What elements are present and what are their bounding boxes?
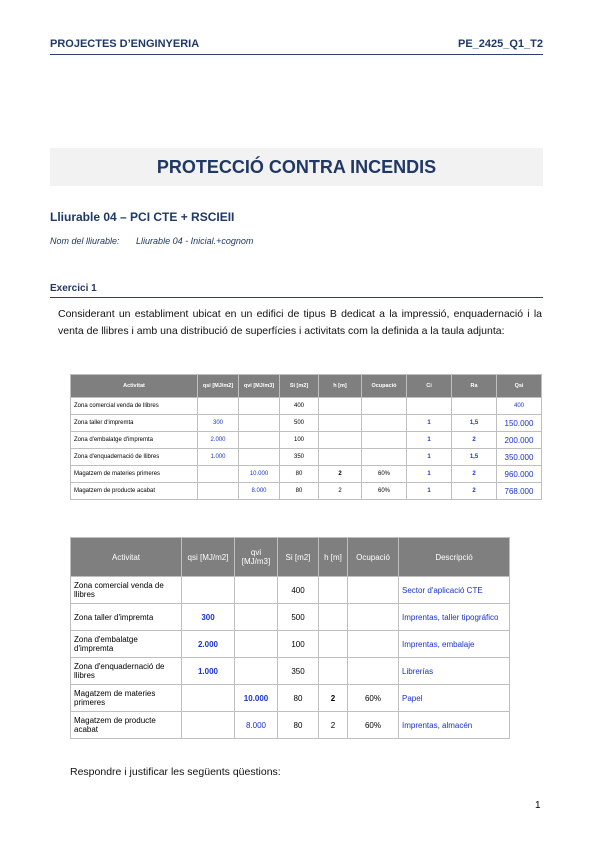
t1-cell: 1.000	[198, 449, 239, 466]
t1-header: Ocupació	[362, 375, 407, 398]
t1-cell: Magatzem de materies primeres	[71, 466, 198, 483]
table-row	[71, 483, 542, 500]
t2-cell	[235, 577, 278, 604]
t1-header: Ra	[452, 375, 497, 398]
deliverable-name-value: Lliurable 04 - Inicial.+cognom	[136, 236, 254, 246]
t1-cell: 2	[452, 483, 497, 500]
t1-cell: 1,5	[452, 449, 497, 466]
t1-cell: 60%	[362, 483, 407, 500]
t1-cell: 1,5	[452, 415, 497, 432]
t1-cell: 960.000	[497, 466, 542, 483]
t1-cell: 2	[452, 432, 497, 449]
table-row	[71, 432, 542, 449]
t1-header: Qsi	[497, 375, 542, 398]
t2-cell: Zona taller d'impremta	[71, 604, 182, 631]
t1-cell: 2	[452, 466, 497, 483]
t2-header: h [m]	[319, 538, 348, 577]
t1-cell	[319, 432, 362, 449]
t2-cell: Sector d'aplicació CTE	[399, 577, 510, 604]
t2-cell	[235, 631, 278, 658]
t2-header: Si [m2]	[278, 538, 319, 577]
t1-cell: 1	[407, 483, 452, 500]
t2-header: Descripció	[399, 538, 510, 577]
t2-cell: Zona comercial venda de llibres	[71, 577, 182, 604]
t2-cell: 400	[278, 577, 319, 604]
t1-cell: 2.000	[198, 432, 239, 449]
t2-cell	[182, 685, 235, 712]
t2-cell: 350	[278, 658, 319, 685]
questions-intro: Respondre i justificar les següents qüestions:	[70, 766, 281, 778]
t2-cell: 2	[319, 712, 348, 739]
table-row	[71, 685, 510, 712]
t1-cell	[198, 466, 239, 483]
t2-cell	[235, 604, 278, 631]
t1-cell	[319, 415, 362, 432]
t2-cell: 1.000	[182, 658, 235, 685]
t1-cell	[239, 432, 280, 449]
t2-cell	[235, 658, 278, 685]
deliverable-subtitle: Lliurable 04 – PCI CTE + RSCIEII	[50, 210, 235, 224]
header-course: PROJECTES D’ENGINYERIA	[50, 38, 200, 50]
t2-header: qsi [MJ/m2]	[182, 538, 235, 577]
t1-cell: 1	[407, 415, 452, 432]
t1-cell	[239, 415, 280, 432]
table-row	[71, 631, 510, 658]
t2-cell: Zona d'enquadernació de llibres	[71, 658, 182, 685]
deliverable-name-label: Nom del lliurable:	[50, 236, 120, 246]
table-row	[71, 449, 542, 466]
activities-table-small	[70, 374, 542, 500]
t1-cell: 100	[280, 432, 319, 449]
t1-cell	[198, 398, 239, 415]
t1-cell	[239, 449, 280, 466]
t2-cell: 80	[278, 712, 319, 739]
t2-cell	[348, 577, 399, 604]
t1-cell	[319, 398, 362, 415]
t1-cell	[319, 449, 362, 466]
table-row	[71, 415, 542, 432]
t1-cell: 1	[407, 466, 452, 483]
t2-cell: 300	[182, 604, 235, 631]
t1-cell: 8.000	[239, 483, 280, 500]
t2-cell	[319, 577, 348, 604]
page-number: 1	[535, 800, 541, 811]
t2-cell: Magatzem de producte acabat	[71, 712, 182, 739]
exercise-heading: Exercici 1	[50, 283, 543, 298]
t1-cell: 2	[319, 483, 362, 500]
t2-header: Activitat	[71, 538, 182, 577]
t1-cell: 2	[319, 466, 362, 483]
page-header	[50, 38, 543, 55]
t1-cell: 350	[280, 449, 319, 466]
t1-cell: 400	[497, 398, 542, 415]
t1-cell	[362, 415, 407, 432]
t1-cell: 768.000	[497, 483, 542, 500]
t2-cell: 100	[278, 631, 319, 658]
t1-cell: 80	[280, 466, 319, 483]
t2-cell	[348, 658, 399, 685]
t2-cell: Papel	[399, 685, 510, 712]
t2-cell: Librerías	[399, 658, 510, 685]
table-row	[71, 398, 542, 415]
t1-cell: Zona taller d'impremta	[71, 415, 198, 432]
t2-cell	[319, 631, 348, 658]
t2-cell: 500	[278, 604, 319, 631]
t2-cell: Imprentas, taller tipográfico	[399, 604, 510, 631]
t2-cell: 60%	[348, 712, 399, 739]
t1-header: Si [m2]	[280, 375, 319, 398]
t1-cell: 300	[198, 415, 239, 432]
table-row	[71, 712, 510, 739]
t1-cell: 400	[280, 398, 319, 415]
t1-cell	[362, 432, 407, 449]
t1-cell: 350.000	[497, 449, 542, 466]
t2-header: qvi [MJ/m3]	[235, 538, 278, 577]
t2-cell	[319, 604, 348, 631]
t2-cell: Imprentas, almacén	[399, 712, 510, 739]
t2-cell	[348, 604, 399, 631]
table-row	[71, 658, 510, 685]
t1-cell: 500	[280, 415, 319, 432]
t1-cell	[452, 398, 497, 415]
t1-header: Ci	[407, 375, 452, 398]
t1-header: h [m]	[319, 375, 362, 398]
t2-cell	[182, 577, 235, 604]
title-box	[50, 148, 543, 186]
t1-cell: Magatzem de producte acabat	[71, 483, 198, 500]
t1-cell: 1	[407, 449, 452, 466]
t2-cell	[348, 631, 399, 658]
t2-cell: 2	[319, 685, 348, 712]
page-title: PROTECCIÓ CONTRA INCENDIS	[156, 157, 437, 177]
exercise-statement: Considerant un establiment ubicat en un edifici de tipus B dedicat a la impressió, enquadernació i la venta de llibres i amb una distribució de superfícies i activitats com la definida a la taula adjunta:	[58, 308, 542, 337]
t2-cell: 2.000	[182, 631, 235, 658]
t2-cell: 60%	[348, 685, 399, 712]
t2-cell: 80	[278, 685, 319, 712]
t1-cell: Zona comercial venda de llibres	[71, 398, 198, 415]
t1-cell: Zona d'enquadernació de llibres	[71, 449, 198, 466]
t1-cell: 60%	[362, 466, 407, 483]
activities-table-large	[70, 537, 510, 739]
t2-header: Ocupació	[348, 538, 399, 577]
t1-cell	[362, 398, 407, 415]
t1-cell: 80	[280, 483, 319, 500]
header-code: PE_2425_Q1_T2	[457, 38, 543, 50]
t2-cell	[182, 712, 235, 739]
t2-cell: Zona d'embalatge d'impremta	[71, 631, 182, 658]
table-row	[71, 577, 510, 604]
t1-header: qvi [MJ/m3]	[239, 375, 280, 398]
t2-cell: 10.000	[235, 685, 278, 712]
table-row	[71, 466, 542, 483]
t1-cell	[198, 483, 239, 500]
t2-cell: Imprentas, embalaje	[399, 631, 510, 658]
t2-cell: Magatzem de materies primeres	[71, 685, 182, 712]
t2-cell: 8.000	[235, 712, 278, 739]
t1-cell: 10.000	[239, 466, 280, 483]
table-row	[71, 604, 510, 631]
t1-cell: 1	[407, 432, 452, 449]
t2-cell	[319, 658, 348, 685]
t1-cell: Zona d'embalatge d'impremta	[71, 432, 198, 449]
t1-cell: 150.000	[497, 415, 542, 432]
t1-cell: 200.000	[497, 432, 542, 449]
t1-cell	[407, 398, 452, 415]
t1-cell	[362, 449, 407, 466]
t1-header: Activitat	[71, 375, 198, 398]
deliverable-name	[50, 236, 253, 246]
t1-header: qsi [MJ/m2]	[198, 375, 239, 398]
t1-cell	[239, 398, 280, 415]
